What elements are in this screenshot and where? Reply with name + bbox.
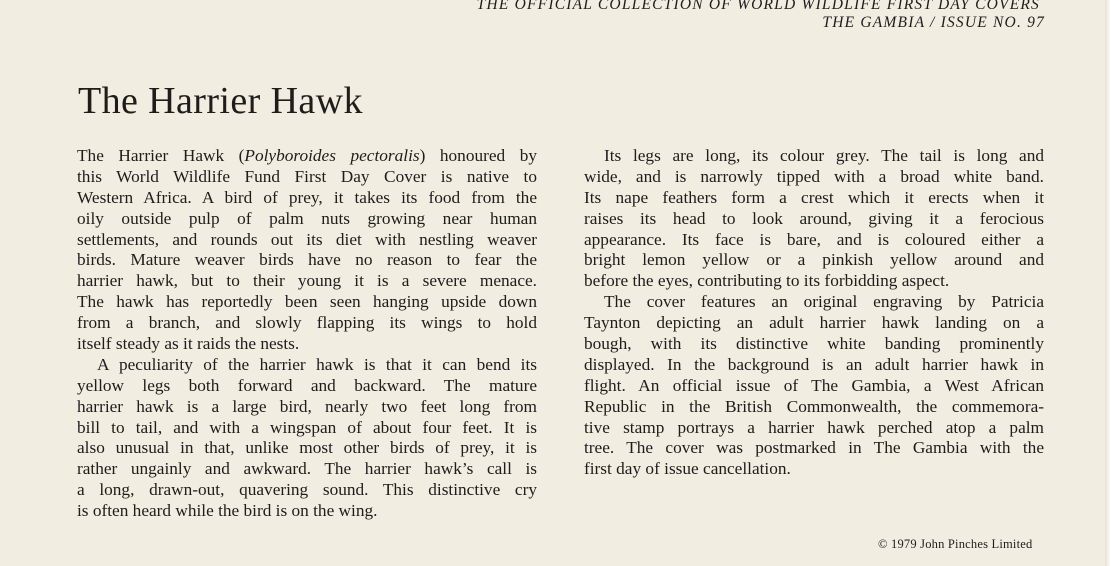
right-column — [584, 146, 1044, 480]
text-line: The hawk has reportedly been seen hanging upside down — [77, 292, 537, 312]
text-line: yellow legs both forward and backward. The mature — [77, 375, 537, 395]
text-line — [77, 146, 537, 167]
text-segment: The Harrier Hawk ( — [77, 146, 245, 165]
text-line: itself steady as it raids the nests. — [77, 334, 300, 354]
text-line: Its nape feathers form a crest which it erects when it — [584, 187, 1044, 207]
text-line: Western Africa. A bird of prey, it takes its food from the — [77, 187, 537, 207]
text-line: Its legs are long, its colour grey. The tail is long and — [604, 146, 1044, 165]
copyright-notice: © 1979 John Pinches Limited — [878, 537, 1033, 551]
text-line: bough, with its distinctive white banding prominently — [584, 334, 1044, 354]
text-line: flight. An official issue of The Gambia, a West African — [584, 375, 1044, 395]
text-line: displayed. In the background is an adult harrier hawk in — [584, 354, 1044, 374]
text-line: harrier hawk is a large bird, nearly two feet long from — [77, 396, 537, 416]
text-line: Republic in the British Commonwealth, the commemora- — [584, 396, 1044, 416]
text-line: settlements, and rounds out its diet with nestling weaver — [77, 229, 537, 249]
text-line: tive stamp portrays a harrier hawk perched atop a palm — [584, 417, 1044, 437]
text-line: first day of issue cancellation. — [584, 459, 791, 479]
collection-header: THE OFFICIAL COLLECTION OF WORLD WILDLIFE FIRST DAY COVERS — [476, 0, 1040, 13]
text-line: rather ungainly and awkward. The harrier hawk’s call is — [77, 459, 537, 479]
text-line: Taynton depicting an adult harrier hawk landing on a — [584, 313, 1044, 333]
text-line: A peculiarity of the harrier hawk is that it can bend its — [97, 354, 537, 374]
text-line: The cover features an original engraving by Patricia — [604, 292, 1044, 312]
text-line: oily outside pulp of palm nuts growing near human — [77, 208, 537, 228]
left-column — [77, 146, 537, 522]
text-line: before the eyes, contributing to its forbidding aspect. — [584, 271, 950, 291]
text-line: harrier hawk, but to their young it is a severe menace. — [77, 271, 537, 291]
text-line: is often heard while the bird is on the wing. — [77, 501, 378, 521]
scientific-name: Polyboroides pectoralis — [244, 146, 420, 165]
page-title: The Harrier Hawk — [78, 80, 363, 122]
text-line: from a branch, and slowly flapping its wings to hold — [77, 313, 537, 333]
paper-edge — [1105, 0, 1111, 566]
text-line: bill to tail, and with a wingspan of about four feet. It is — [77, 417, 537, 437]
text-line: raises its head to look around, giving it a ferocious — [584, 208, 1044, 228]
text-segment: ) honoured by — [419, 146, 537, 165]
text-line: birds. Mature weaver birds have no reason to fear the — [77, 250, 537, 270]
text-line: tree. The cover was postmarked in The Gambia with the — [584, 438, 1044, 458]
text-line: bright lemon yellow or a pinkish yellow around and — [584, 250, 1044, 270]
text-line: a long, drawn-out, quavering sound. This distinctive cry — [77, 480, 537, 500]
text-line: appearance. Its face is bare, and is coloured either a — [584, 229, 1044, 249]
issue-header: THE GAMBIA / ISSUE NO. 97 — [822, 14, 1045, 31]
text-line: wide, and is narrowly tipped with a broad white band. — [584, 166, 1044, 186]
text-line: also unusual in that, unlike most other birds of prey, it is — [77, 438, 537, 458]
text-line: this World Wildlife Fund First Day Cover is native to — [77, 166, 537, 186]
